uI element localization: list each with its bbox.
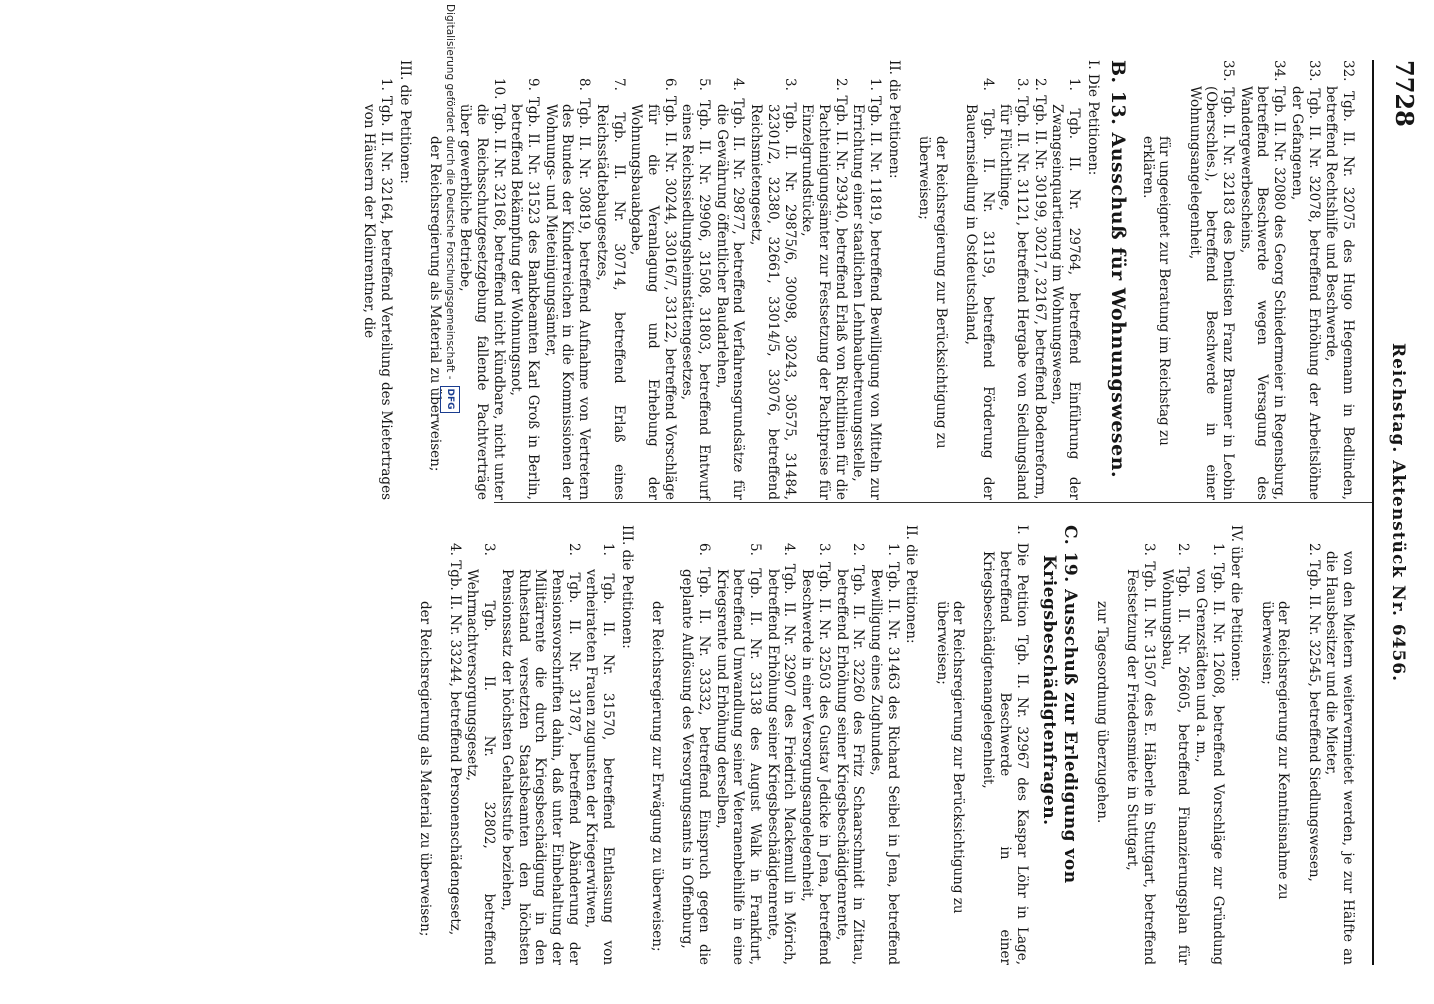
list-item <box>593 78 626 500</box>
item-number: 4. <box>781 543 798 556</box>
item-text: Tgb. II. Nr. 30199, 30217, 32167, betreffend Bodenreform, <box>1031 95 1048 500</box>
column-divider <box>494 502 1372 503</box>
list-item <box>464 543 497 965</box>
item-text: Tgb. II. Nr. 32078, betreffend Erhöhung der Arbeitslöhne der Gefangenen, <box>1288 86 1322 500</box>
continued-text: von den Mietern weitervermietet werden, je zur Hälfte an die Hausbesitzer und die Mieter, <box>1323 551 1356 965</box>
item-number: 1. <box>1209 543 1226 556</box>
list-item <box>748 78 798 500</box>
closing-line: der Reichsregierung zur Erwägung zu überweisen; <box>649 601 665 952</box>
item-text: Tgb. II. Nr. 30819, betreffend Aufnahme von Vertretern des Bundes der Kinderreichen in die Kommissionen der Wohnungs- und Mieteinigungsämter, <box>542 98 593 500</box>
closing-line: der Reichsregierung als Material zu überweisen; <box>427 136 444 472</box>
closing-line: der Reichsregierung als Material zu überweisen; <box>416 601 433 937</box>
item-text: Tgb. II. Nr. 32260 des Fritz Schaarschmidt in Zittau, betreffend Erhöhung seiner Kriegsbeschädigtenrente, <box>833 565 867 966</box>
item-text: Tgb. II. Nr. 32080 des Georg Schiedermeier in Regensburg, betreffend Beschwerde wegen Versagung des Wandergewerbescheins, <box>1237 86 1288 501</box>
item-text: Tgb. II. Nr. 11819, betreffend Bewilligung von Mitteln zur Errichtung einer staatlichen Lehnbaubetreuungsstelle, <box>850 95 884 501</box>
item-text: Tgb. II. Nr. 33138 des August Walk in Frankfurt, betreffend Umwandlung seiner Veteranenbeihilfe in eine Kriegsrente und Erhöhung derselben, <box>713 568 764 965</box>
item-number: 3. <box>781 78 798 91</box>
list-item <box>583 543 616 965</box>
group-label: III. die Petitionen: <box>396 60 413 184</box>
item-text: Tgb. II. Nr. 32545, betreffend Siedlungswesen, <box>1305 560 1322 882</box>
item-text: Tgb. II. Nr. 26605, betreffend Finanzierungsplan für Wohnungsbau, <box>1158 566 1192 966</box>
item-number: 2. <box>1031 78 1048 91</box>
list-item <box>679 78 712 500</box>
item-number: 8. <box>576 78 593 91</box>
section-title: C. 19. Ausschuß zur Erledigung von Kriegsbeschädigtenfragen. <box>1038 525 1080 884</box>
item-number: 1. <box>884 543 901 556</box>
item-number: 4. <box>979 78 996 91</box>
list-item <box>1237 60 1287 500</box>
list-item <box>1288 60 1321 500</box>
item-number: 7. <box>610 78 627 91</box>
list-item <box>764 543 797 965</box>
item-text: Tgb. II. Nr. 31463 des Richard Seibel in Jena, betreffend Bewilligung eines Zughundes, <box>867 561 901 965</box>
item-text: Tgb. II. Nr. 33332, betreffend Einspruch gegen die geplante Auflösung des Versorgungsamts in Offenburg, <box>679 567 712 965</box>
item-number: 5. <box>696 78 713 91</box>
item-text: Tgb. II. Nr. 32907 des Friedrich Mackemull in Mörich, betreffend Erhöhung seiner Kriegsbeschädigtenrente, <box>764 563 798 965</box>
item-text: Tgb. II. Nr. 29340, betreffend Erlaß von Richtlinien für die Pachteinigungsämter zur Festsetzung der Pachtpreise für Einzelgrundstücke, <box>799 95 849 500</box>
item-text: Tgb. II. Nr. 32168, betreffend nicht kündbare, nicht unter die Reichsschutzgesetzgebung fallende Pachtverträge über gewerbliche Betriebe, <box>457 103 507 501</box>
item-number: 3. <box>815 543 832 556</box>
closing-line: der Reichsregierung zur Kenntnisnahme zu überweisen; <box>1258 601 1292 900</box>
item-number: 1. <box>600 543 617 556</box>
list-item <box>713 78 746 500</box>
list-item <box>1323 60 1356 500</box>
item-number: 1. <box>867 78 884 91</box>
list-item <box>679 543 712 965</box>
item-text: Tgb. II. Nr. 31570, betreffend Entlassung von verheirateten Frauen zugunsten der Kriegerwitwen, <box>583 569 617 966</box>
item-number: 2. <box>565 543 582 556</box>
item-text: Tgb. II. Nr. 29764, betreffend Einführung der Zwangseinquartierung im Wohnungswesen, <box>1049 104 1083 500</box>
dfg-logo: DFG <box>440 386 461 413</box>
group-label: I. Die Petitionen: <box>1084 60 1101 176</box>
list-item <box>713 543 763 965</box>
item-number: 34. <box>1271 60 1288 82</box>
item-text: Tgb. II. Nr. 32183 des Dentisten Franz Braumer in Leobin (Oberschles.), betreffend Beschwerde in einer Wohnungsangelegenheit, <box>1186 86 1237 500</box>
item-number: 1. <box>1066 78 1083 91</box>
item-text: Tgb. II. Nr. 30244, 33016/7, 33122, betreffend Vorschläge für die Veranlagung und Erhebung der Wohnungsbauabgabe, <box>628 96 678 500</box>
list-item <box>542 78 592 500</box>
item-text: Tgb. II. Nr. 32802, betreffend Wehrmachtversorgungsgesetz, <box>464 569 498 965</box>
item-text: Tgb. II. Nr. 32164, betreffend Verteilung des Mietertrages von Häusern der Kleinrentner, die <box>361 95 395 500</box>
list-item <box>628 78 678 500</box>
item-text: Tgb. II. Nr. 32075 des Hugo Hegemann in Bedlinden, betreffend Rechtshilfe und Beschwerde, <box>1323 86 1356 500</box>
list-item <box>361 78 394 500</box>
item-number: 3. <box>481 543 498 556</box>
item-text: Tgb. II. Nr. 31121, betreffend Hergabe von Siedlungsland für Flüchtlinge, <box>997 96 1031 500</box>
item-number: 33. <box>1305 60 1322 82</box>
item-text: Tgb. II. Nr. 12608, betreffend Vorschläge zur Gründung von Grenzstädten und a. m., <box>1193 563 1226 966</box>
group-label: II. die Petitionen: <box>885 60 902 179</box>
item-number: 3. <box>1140 543 1157 556</box>
list-item <box>962 78 995 500</box>
left-column <box>360 60 1356 500</box>
header-rule <box>1372 60 1374 965</box>
item-number: 4. <box>446 543 463 556</box>
item-number: 32. <box>1340 60 1356 82</box>
list-item <box>498 543 582 965</box>
group-label: I. Die Petition Tgb. II. Nr. 32967 des Kaspar Löhr in Lage, betreffend Beschwerde in einer Kriegsbeschädigtenangelegenheit, <box>980 525 1030 965</box>
item-text: Tgb. II. Nr. 30714, betreffend Erlaß eines Reichsstädtebaugesetzes, <box>593 104 627 500</box>
item-number: 2. <box>1305 543 1322 556</box>
item-number: 2. <box>1175 543 1192 556</box>
page-header <box>1376 60 1419 965</box>
list-item <box>1305 543 1322 965</box>
closing-line: zur Tagesordnung überzugehen. <box>1094 601 1111 824</box>
item-number: 6. <box>695 543 712 556</box>
item-number: 9. <box>525 78 542 91</box>
closing-line: der Reichsregierung zur Berücksichtigung zu überweisen; <box>916 136 949 449</box>
closing-line: der Reichsregierung zur Berücksichtigung zu überweisen; <box>933 601 967 914</box>
list-item <box>1192 543 1225 965</box>
item-text: Tgb. II. Nr. 33244, betreffend Personenschädengesetz, <box>446 560 463 936</box>
item-text: Tgb. II. Nr. 29877, betreffend Verfahrensgrundsätze für die Gewährung öffentlicher Baudarlehen, <box>713 98 747 501</box>
group-label: III. die Petitionen: <box>618 525 635 649</box>
list-item <box>457 78 507 500</box>
item-text: Tgb. II. Nr. 31787, betreffend Abänderung der Pensionsvorschriften dahin, daß unter Einbehaltung der Militärrente die durch Kriegsbeschädigung in den Ruhestand versetzten Staatsbeamten den höchsten Pensionssatz der höchsten Gehaltsstufe beziehen, <box>498 569 582 965</box>
item-number: 6. <box>661 78 678 91</box>
item-number: 2. <box>832 78 849 91</box>
list-item <box>1186 60 1236 500</box>
list-item <box>1049 78 1082 500</box>
list-item <box>1031 78 1048 500</box>
list-item <box>867 543 900 965</box>
list-item <box>1124 543 1157 965</box>
credit-text: Digitalisierung gefördert durch die Deutsche Forschungsgemeinschaft - <box>444 4 457 380</box>
list-item <box>997 78 1030 500</box>
digitization-credit <box>438 0 462 1004</box>
list-item <box>850 78 883 500</box>
item-text: Tgb. II. Nr. 31507 des E. Häberle in Stuttgart, betreffend Festsetzung der Friedensmiete in Stuttgart, <box>1124 561 1157 965</box>
list-item <box>799 78 849 500</box>
item-number: 5. <box>747 543 764 556</box>
closing-line: für ungeeignet zur Beratung im Reichstag zu erklären. <box>1139 136 1173 446</box>
list-item <box>508 78 541 500</box>
page-number: 7728 <box>1390 60 1419 127</box>
group-label: II. die Petitionen: <box>903 525 920 644</box>
item-number: 35. <box>1220 60 1237 82</box>
running-title: Reichstag. Aktenstück Nr. 6456. <box>1388 342 1408 683</box>
right-column <box>402 525 1356 965</box>
item-number: 2. <box>850 543 867 556</box>
item-text: Tgb. II. Nr. 29875/6, 30098, 30243, 30575, 31484, 32301/2, 32380, 32661, 33014/5, 33076, betreffend Reichsmietengesetz, <box>748 102 798 500</box>
item-number: 10. <box>490 78 507 100</box>
item-text: Tgb. II. Nr. 31159, betreffend Förderung der Bauernsiedlung in Ostdeutschland, <box>962 104 996 501</box>
list-item <box>833 543 866 965</box>
item-number: 4. <box>730 78 747 91</box>
item-text: Tgb. II. Nr. 29906, 31508, 31803, betreffend Entwurf eines Reichssiedlungsheimstättengesetzes, <box>679 100 713 500</box>
section-title: B. 13. Ausschuß für Wohnungswesen. <box>1106 60 1129 479</box>
item-number: 1. <box>378 78 395 91</box>
group-label: IV. über die Petitionen: <box>1228 525 1245 682</box>
list-item <box>798 543 831 965</box>
item-text: Tgb. II. Nr. 31523 des Bankbeamten Karl Groß in Berlin, betreffend Bekämpfung der Wohnungsnot, <box>508 96 542 500</box>
item-number: 3. <box>1014 78 1031 91</box>
item-text: Tgb. II. Nr. 32503 des Gustav Jedicke in Jena, betreffend Beschwerde in einer Versorgungsangelegenheit, <box>799 561 832 965</box>
list-item <box>1158 543 1191 965</box>
